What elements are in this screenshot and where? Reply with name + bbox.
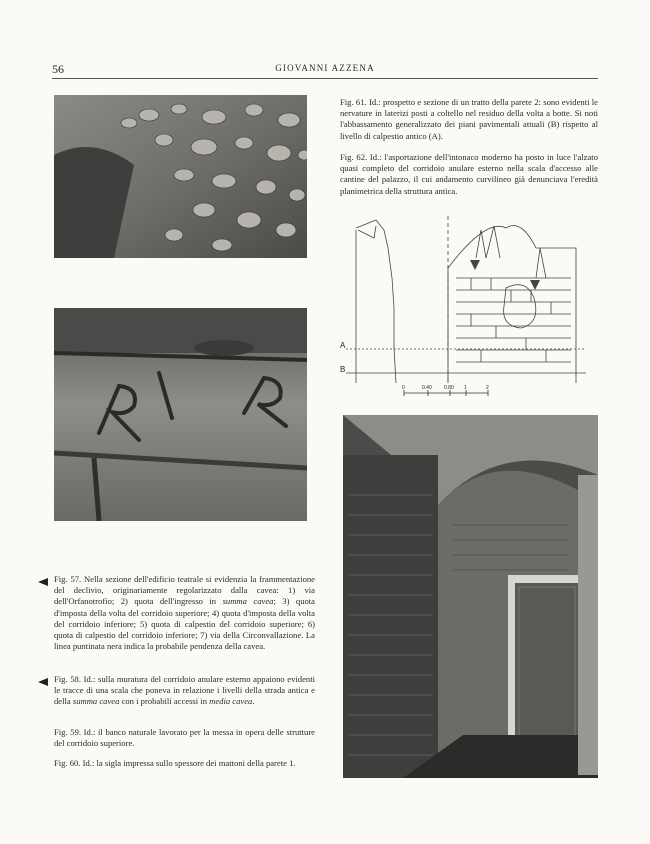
caption-fig-57 xyxy=(54,574,315,652)
caption-fig-58-text-b: con i probabili accessi in xyxy=(121,696,207,707)
scale-label-080: 0.80 xyxy=(444,385,454,391)
caption-fig-58-text-a: Fig. 58. Id.: sulla muratura del corridoio anulare esterno appaiono evidenti le tracce di una scala che poneva in relazione i livelli della strada antica e della xyxy=(54,674,315,707)
caption-fig-57-italic: summa cavea xyxy=(222,596,274,607)
caption-fig-60: Fig. 60. Id.: la sigla impressa sullo spessore dei mattoni della parete 1. xyxy=(54,758,296,768)
running-head: GIOVANNI AZZENA xyxy=(275,63,375,73)
caption-fig-59: Fig. 59. Id.: il banco naturale lavorato per la messa in opera delle strutture del corridoio superiore. xyxy=(54,727,315,749)
caption-fig-57-text-b: ; 3) quota d'imposta della volta del corridoio superiore; 4) quota d'imposta della volta del corridoio inferiore; 5) quota di calpestio del corridoio superiore; 6) quota di calpestio del corridoio inferiore; 7) via della Circonvallazione. La linea puntinata nera indica la probabile pendenza della cavea. xyxy=(54,596,315,652)
caption-fig-58-italic-1: summa cavea xyxy=(72,696,120,707)
caption-fig-61: Fig. 61. Id.: prospetto e sezione di un tratto della parete 2: sono evidenti le nervature in laterizi posti a coltello nel residuo della volta a botte. Si noti l'abbassamento generalizzato dei piani pavimentali attuali (B) rispetto al livello di calpestio antico (A). xyxy=(340,97,598,141)
drawing-label-a: A xyxy=(340,341,346,350)
caption-fig-62: Fig. 62. Id.: l'asportazione dell'intonaco moderno ha posto in luce l'alzato quasi completo del corridoio anulare esterno nella scala d'accesso alle cantine del palazzo, il cui andamento curvilineo già denunciava l'eredità planimetrica della struttura antica. xyxy=(340,152,598,196)
caption-fig-57-text-a: Fig. 57. Nella sezione dell'edificio teatrale si evidenzia la frammentazione del declivio, originariamente regolarizzato dalla cavea: 1) via dell'Orfanotrofio; 2) quota dell'ingresso in xyxy=(54,574,315,607)
photo-brick-stamp xyxy=(54,308,307,521)
caption-fig-58-italic-2: media cavea xyxy=(209,696,253,707)
page-number: 56 xyxy=(52,62,64,76)
caption-arrow-58 xyxy=(38,678,48,686)
photo-corridor-door xyxy=(343,415,598,778)
caption-arrow-57 xyxy=(38,578,48,586)
caption-fig-58-text-c: . xyxy=(252,696,255,707)
scale-label-0: 0 xyxy=(402,385,405,391)
scale-label-1: 1 xyxy=(464,385,467,391)
page-header xyxy=(52,62,598,79)
photo-masonry-rubble xyxy=(54,95,307,258)
scale-label-2: 2 xyxy=(486,385,489,391)
drawing-section-elevation xyxy=(336,208,598,403)
drawing-label-b: B xyxy=(340,365,346,374)
scale-label-040: 0.40 xyxy=(422,385,432,391)
caption-fig-58 xyxy=(54,674,315,708)
